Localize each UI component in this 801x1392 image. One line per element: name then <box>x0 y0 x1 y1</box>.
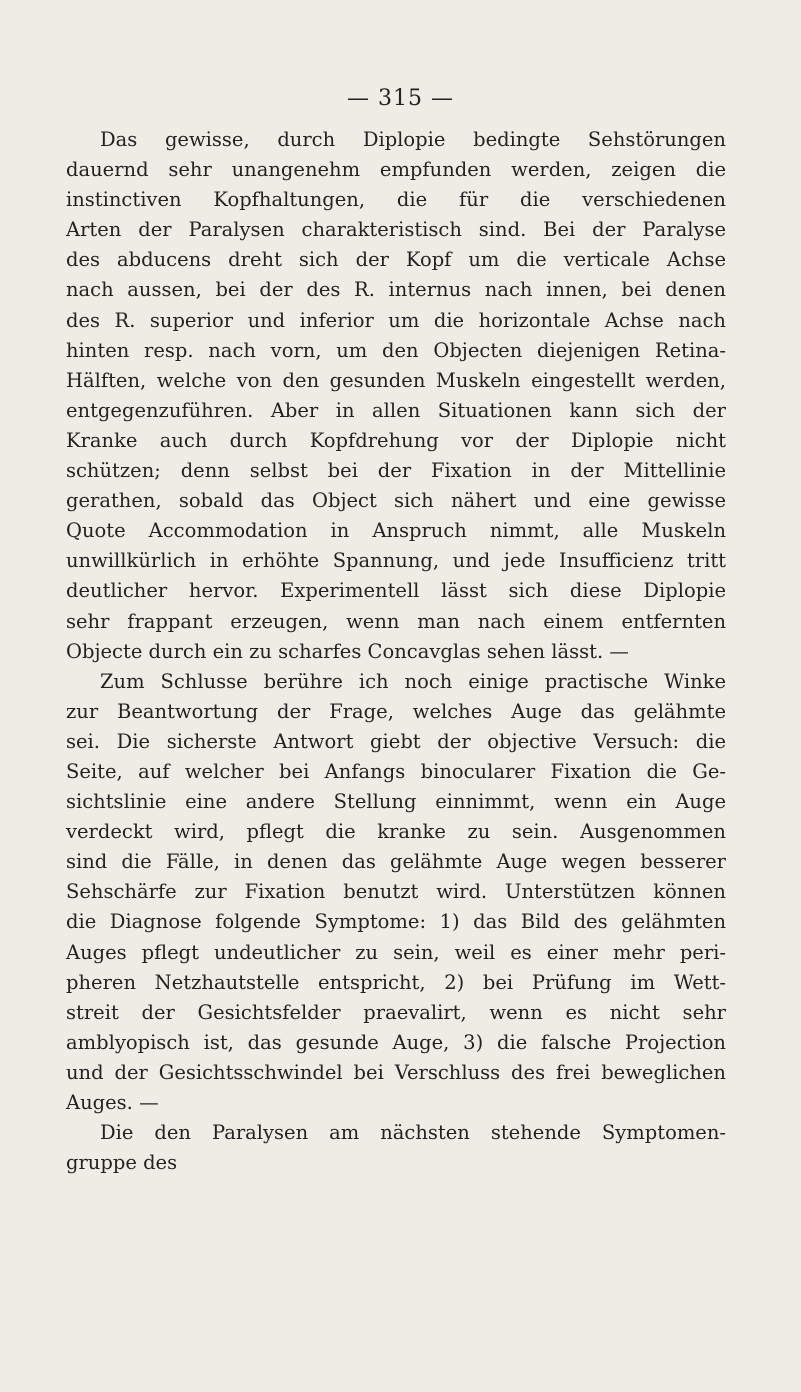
text-line: dauernd sehr unangenehm empfunden werden, zeigen die <box>66 158 726 182</box>
text-line: entgegenzuführen. Aber in allen Situationen kann sich der <box>66 398 726 422</box>
text-line: streit der Gesichtsfelder praevalirt, wenn es nicht sehr <box>66 1000 726 1024</box>
text-line: Das gewisse, durch Diplopie bedingte Sehstörungen <box>100 128 726 151</box>
text-line: deutlicher hervor. Experimentell lässt sich diese Diplopie <box>66 579 726 603</box>
paragraph-2 <box>66 667 726 1118</box>
text-line: Kranke auch durch Kopfdrehung vor der Diplopie nicht <box>66 428 726 452</box>
text-line: Die den Paralysen am nächsten stehende Symptomen- <box>100 1121 726 1145</box>
text-line: verdeckt wird, pflegt die kranke zu sein. Ausgenommen <box>66 820 726 844</box>
text-line: Auges. — <box>66 1091 159 1114</box>
text-line: sichtslinie eine andere Stellung einnimmt, wenn ein Auge <box>66 790 726 814</box>
text-line: Arten der Paralysen charakteristisch sind. Bei der Paralyse <box>66 218 726 242</box>
text-line: Zum Schlusse berühre ich noch einige practische Winke <box>100 669 726 693</box>
text-line: Hälften, welche von den gesunden Muskeln eingestellt werden, <box>66 368 726 392</box>
text-line: gruppe des <box>66 1151 178 1175</box>
paragraph-3 <box>66 1118 726 1178</box>
text-line: Objecte durch ein zu scharfes Concavglas sehen lässt. — <box>66 639 629 663</box>
text-line: sei. Die sicherste Antwort giebt der objective Versuch: die <box>66 729 726 753</box>
page-number: — 315 — <box>347 86 454 111</box>
text-line: Seite, auf welcher bei Anfangs binocularer Fixation die Ge- <box>66 759 726 783</box>
text-line: Quote Accommodation in Anspruch nimmt, alle Muskeln <box>66 519 726 543</box>
text-line: und der Gesichtsschwindel bei Verschluss des frei beweglichen <box>66 1060 726 1084</box>
text-line: Auges pflegt undeutlicher zu sein, weil es einer mehr peri- <box>66 940 726 964</box>
text-line: zur Beantwortung der Frage, welches Auge das gelähmte <box>66 699 726 723</box>
text-line: des R. superior und inferior um die horizontale Achse nach <box>66 308 726 332</box>
text-line: hinten resp. nach vorn, um den Objecten diejenigen Retina- <box>66 338 726 362</box>
body-text <box>66 125 726 1178</box>
text-line: schützen; denn selbst bei der Fixation in der Mittellinie <box>66 459 726 483</box>
text-line: gerathen, sobald das Object sich nähert und eine gewisse <box>66 489 726 513</box>
text-line: nach aussen, bei der des R. internus nach innen, bei denen <box>66 278 726 302</box>
paragraph-1 <box>66 125 726 667</box>
text-line: des abducens dreht sich der Kopf um die verticale Achse <box>66 248 726 272</box>
text-line: unwillkürlich in erhöhte Spannung, und jede Insufficienz tritt <box>66 549 726 573</box>
text-line: instinctiven Kopfhaltungen, die für die verschiedenen <box>66 188 726 212</box>
text-line: sehr frappant erzeugen, wenn man nach einem entfernten <box>66 609 726 633</box>
text-line: die Diagnose folgende Symptome: 1) das Bild des gelähmten <box>66 910 726 934</box>
text-line: sind die Fälle, in denen das gelähmte Auge wegen besserer <box>66 850 726 874</box>
text-line: amblyopisch ist, das gesunde Auge, 3) die falsche Projection <box>66 1030 726 1054</box>
text-line: Sehschärfe zur Fixation benutzt wird. Unterstützen können <box>66 880 726 904</box>
text-line: pheren Netzhautstelle entspricht, 2) bei Prüfung im Wett- <box>66 970 726 994</box>
